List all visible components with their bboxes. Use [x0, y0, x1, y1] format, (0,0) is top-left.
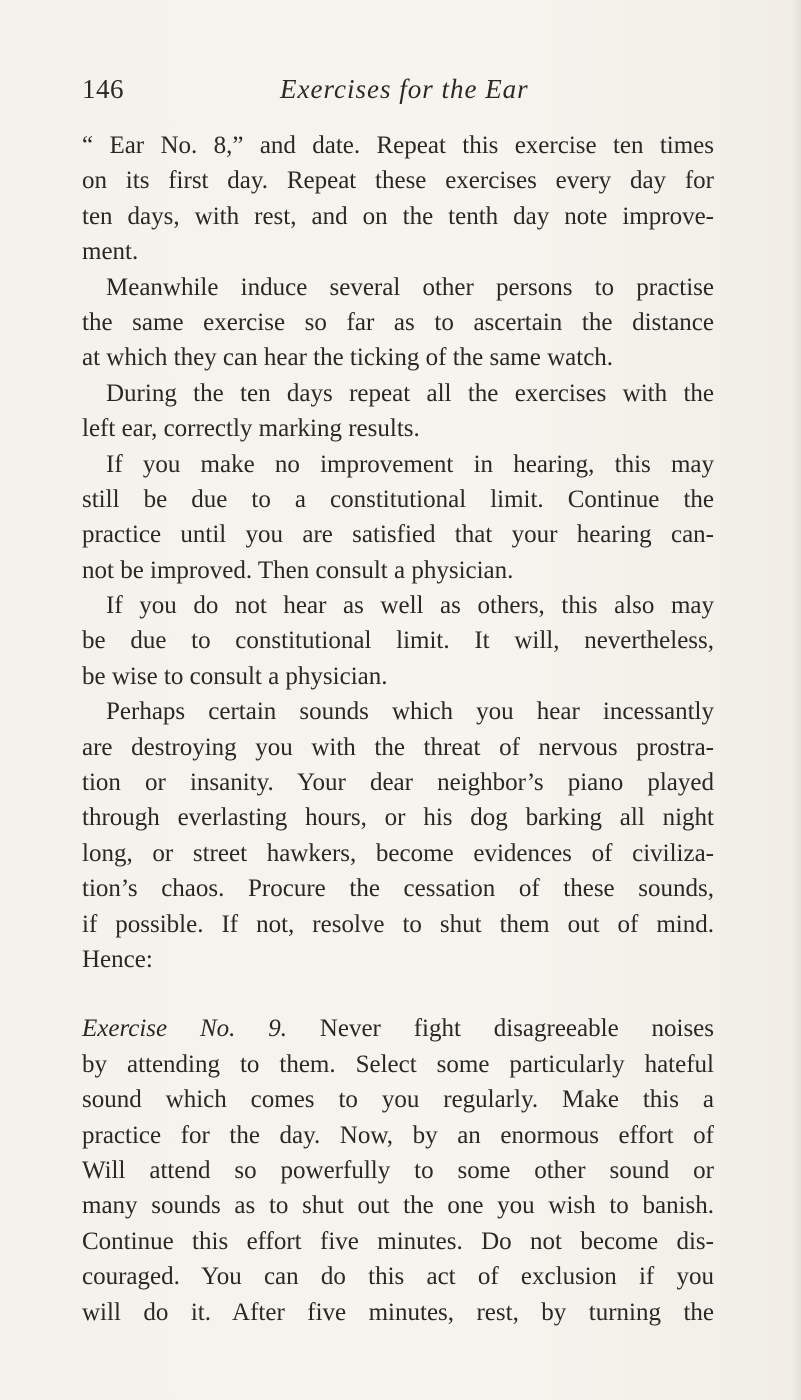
text-line: During the ten days repeat all the exercises with the — [106, 379, 714, 407]
text-line: left ear, correctly marking results. — [82, 415, 420, 443]
text-line: many sounds as to shut out the one you wish to banish. — [82, 1192, 714, 1220]
text-line: not be improved. Then consult a physician. — [82, 556, 514, 584]
exercise-first-line-text: Never fight disagreeable noises — [286, 1015, 714, 1043]
text-line: by attending to them. Select some particularly hateful — [82, 1050, 714, 1078]
text-line: through everlasting hours, or his dog barking all night — [82, 804, 714, 832]
text-line: couraged. You can do this act of exclusion if you — [82, 1263, 714, 1291]
exercise-first-line — [82, 1011, 714, 1046]
text-line: be wise to consult a physician. — [82, 662, 388, 690]
text-line: on its first day. Repeat these exercises every day for — [82, 167, 714, 195]
text-line: If you do not hear as well as others, this also may — [106, 592, 714, 620]
text-line: practice until you are satisfied that your hearing can- — [82, 521, 714, 549]
text-line: “ Ear No. 8,” and date. Repeat this exercise ten times — [82, 132, 714, 159]
exercise-heading: Exercise No. 9. — [82, 1015, 287, 1043]
text-line: long, or street hawkers, become evidences of civiliza- — [82, 839, 714, 867]
running-title: Exercises for the Ear — [280, 74, 529, 104]
text-line: ten days, with rest, and on the tenth day note improve- — [82, 202, 714, 230]
page-edge-shadow — [791, 0, 801, 1400]
page-header — [82, 74, 712, 114]
text-line: If you make no improvement in hearing, this may — [106, 450, 714, 478]
text-line: Meanwhile induce several other persons to practise — [106, 273, 714, 301]
text-line: sound which comes to you regularly. Make this a — [82, 1086, 714, 1114]
page-number: 146 — [82, 74, 124, 104]
text-line: if possible. If not, resolve to shut them out of mind. — [82, 910, 714, 938]
text-line: tion or insanity. Your dear neighbor’s piano played — [82, 769, 714, 797]
text-line: tion’s chaos. Procure the cessation of these sounds, — [82, 875, 714, 903]
text-line: practice for the day. Now, by an enormous effort of — [82, 1121, 714, 1149]
text-line: Hence: — [82, 945, 153, 973]
text-line: Will attend so powerfully to some other sound or — [82, 1156, 714, 1184]
section-gap — [82, 977, 714, 1011]
text-line: at which they can hear the ticking of the same watch. — [82, 344, 614, 372]
text-line: are destroying you with the threat of nervous prostra- — [82, 733, 714, 761]
text-line: Perhaps certain sounds which you hear incessantly — [106, 698, 714, 726]
text-line: Continue this effort five minutes. Do not become dis- — [82, 1227, 714, 1255]
text-line: be due to constitutional limit. It will, nevertheless, — [82, 627, 714, 655]
text-line: still be due to a constitutional limit. Continue the — [82, 485, 714, 513]
body-text — [82, 128, 714, 1330]
text-line: the same exercise so far as to ascertain the distance — [82, 308, 714, 336]
text-line: ment. — [82, 238, 139, 266]
text-line: will do it. After five minutes, rest, by turning the — [82, 1298, 714, 1326]
